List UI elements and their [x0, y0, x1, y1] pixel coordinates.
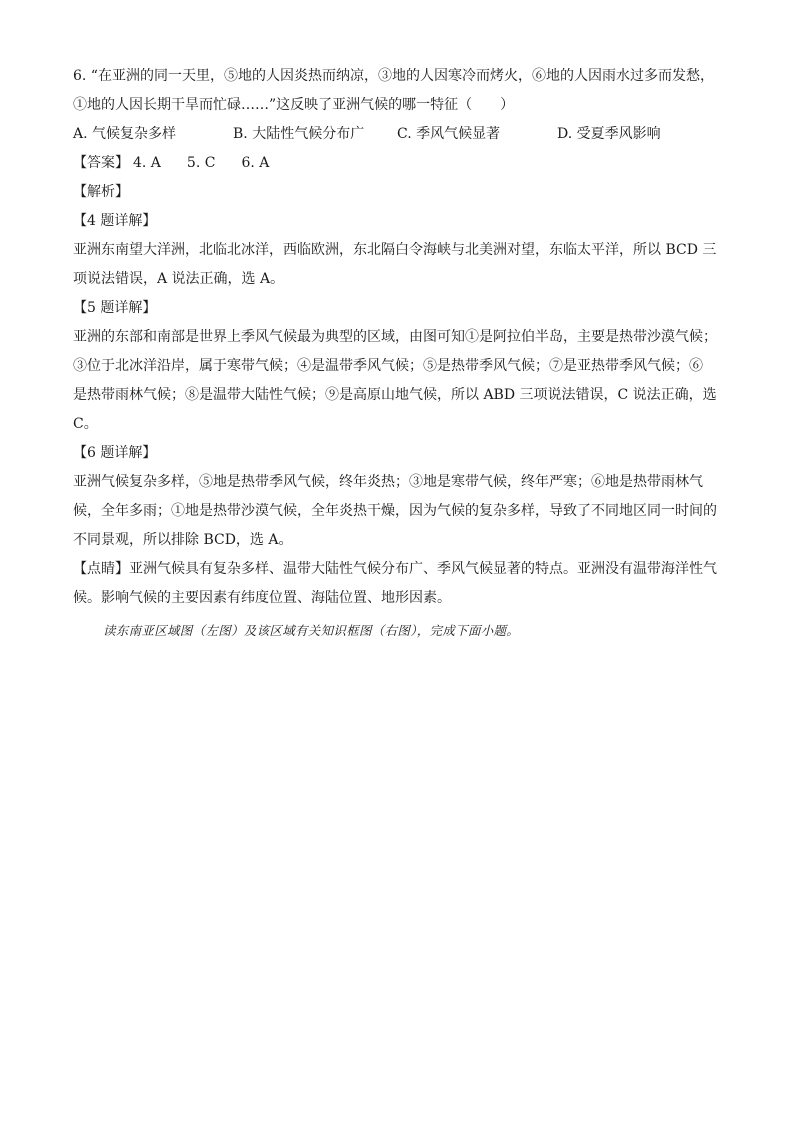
- q4-line-1: 亚洲东南望大洋洲，北临北冰洋，西临欧洲，东北隔白令海峡与北美洲对望，东临太平洋，所以 BCD 三: [73, 242, 717, 258]
- answer-tag: 【答案】: [73, 155, 129, 171]
- document-page: [73, 62, 723, 645]
- tip-section: [73, 555, 723, 613]
- tip-line-1: 【点睛】亚洲气候具有复杂多样、温带大陆性气候分布广、季风气候显著的特点。亚洲没有温带海洋性气: [73, 561, 717, 577]
- q5-line-1: 亚洲的东部和南部是世界上季风气候最为典型的区域，由图可知①是阿拉伯半岛，主要是热带沙漠气候；: [73, 329, 717, 345]
- q4-tag: 【4 题详解】: [73, 213, 157, 229]
- question-stem-line-1: 6. “在亚洲的同一天里，⑤地的人因炎热而纳凉，③地的人因寒冷而烤火，⑥地的人因雨水过多而发愁，: [73, 68, 714, 84]
- next-question-caption: 读东南亚区域图（左图）及该区域有关知识框图（右图），完成下面小题。: [103, 623, 520, 638]
- q5-line-3: 是热带雨林气候；⑧是温带大陆性气候；⑨是高原山地气候，所以 ABD 三项说法错误，C 说法正确，选: [73, 387, 717, 403]
- q4-line-2: 项说法错误，A 说法正确，选 A。: [73, 271, 285, 287]
- answer-row: [73, 149, 723, 178]
- question-options: [73, 120, 723, 149]
- q6-line-1: 亚洲气候复杂多样，⑤地是热带季风气候，终年炎热；③地是寒带气候，终年严寒；⑥地是热带雨林气: [73, 474, 703, 490]
- question-6: [73, 62, 723, 149]
- q4-explanation: [73, 207, 723, 294]
- question-stem-line-2: ①地的人因长期干旱而忙碌……”这反映了亚洲气候的哪一特征（ ）: [73, 97, 515, 113]
- option-c: C. 季风气候显著: [397, 126, 501, 142]
- answer-4: 4. A: [133, 155, 161, 171]
- option-d: D. 受夏季风影响: [557, 126, 661, 142]
- q6-line-3: 不同景观，所以排除 BCD，选 A。: [73, 532, 293, 548]
- option-b: B. 大陆性气候分布广: [233, 126, 365, 142]
- q5-line-4: C。: [73, 416, 98, 432]
- option-a: A. 气候复杂多样: [73, 126, 177, 142]
- q5-line-2: ③位于北冰洋沿岸，属于寒带气候；④是温带季风气候；⑤是热带季风气候；⑦是亚热带季风气候；⑥: [73, 358, 703, 374]
- q6-explanation: [73, 439, 723, 555]
- q5-tag: 【5 题详解】: [73, 300, 157, 316]
- analysis-tag: 【解析】: [73, 184, 129, 200]
- q6-tag: 【6 题详解】: [73, 445, 157, 461]
- answer-5: 5. C: [186, 155, 216, 171]
- tip-line-2: 候。影响气候的主要因素有纬度位置、海陆位置、地形因素。: [73, 590, 451, 606]
- q5-explanation: [73, 294, 723, 439]
- q6-line-2: 候，全年多雨；①地是热带沙漠气候，全年炎热干燥，因为气候的复杂多样，导致了不同地区同一时间的: [73, 503, 717, 519]
- answer-6: 6. A: [241, 155, 270, 171]
